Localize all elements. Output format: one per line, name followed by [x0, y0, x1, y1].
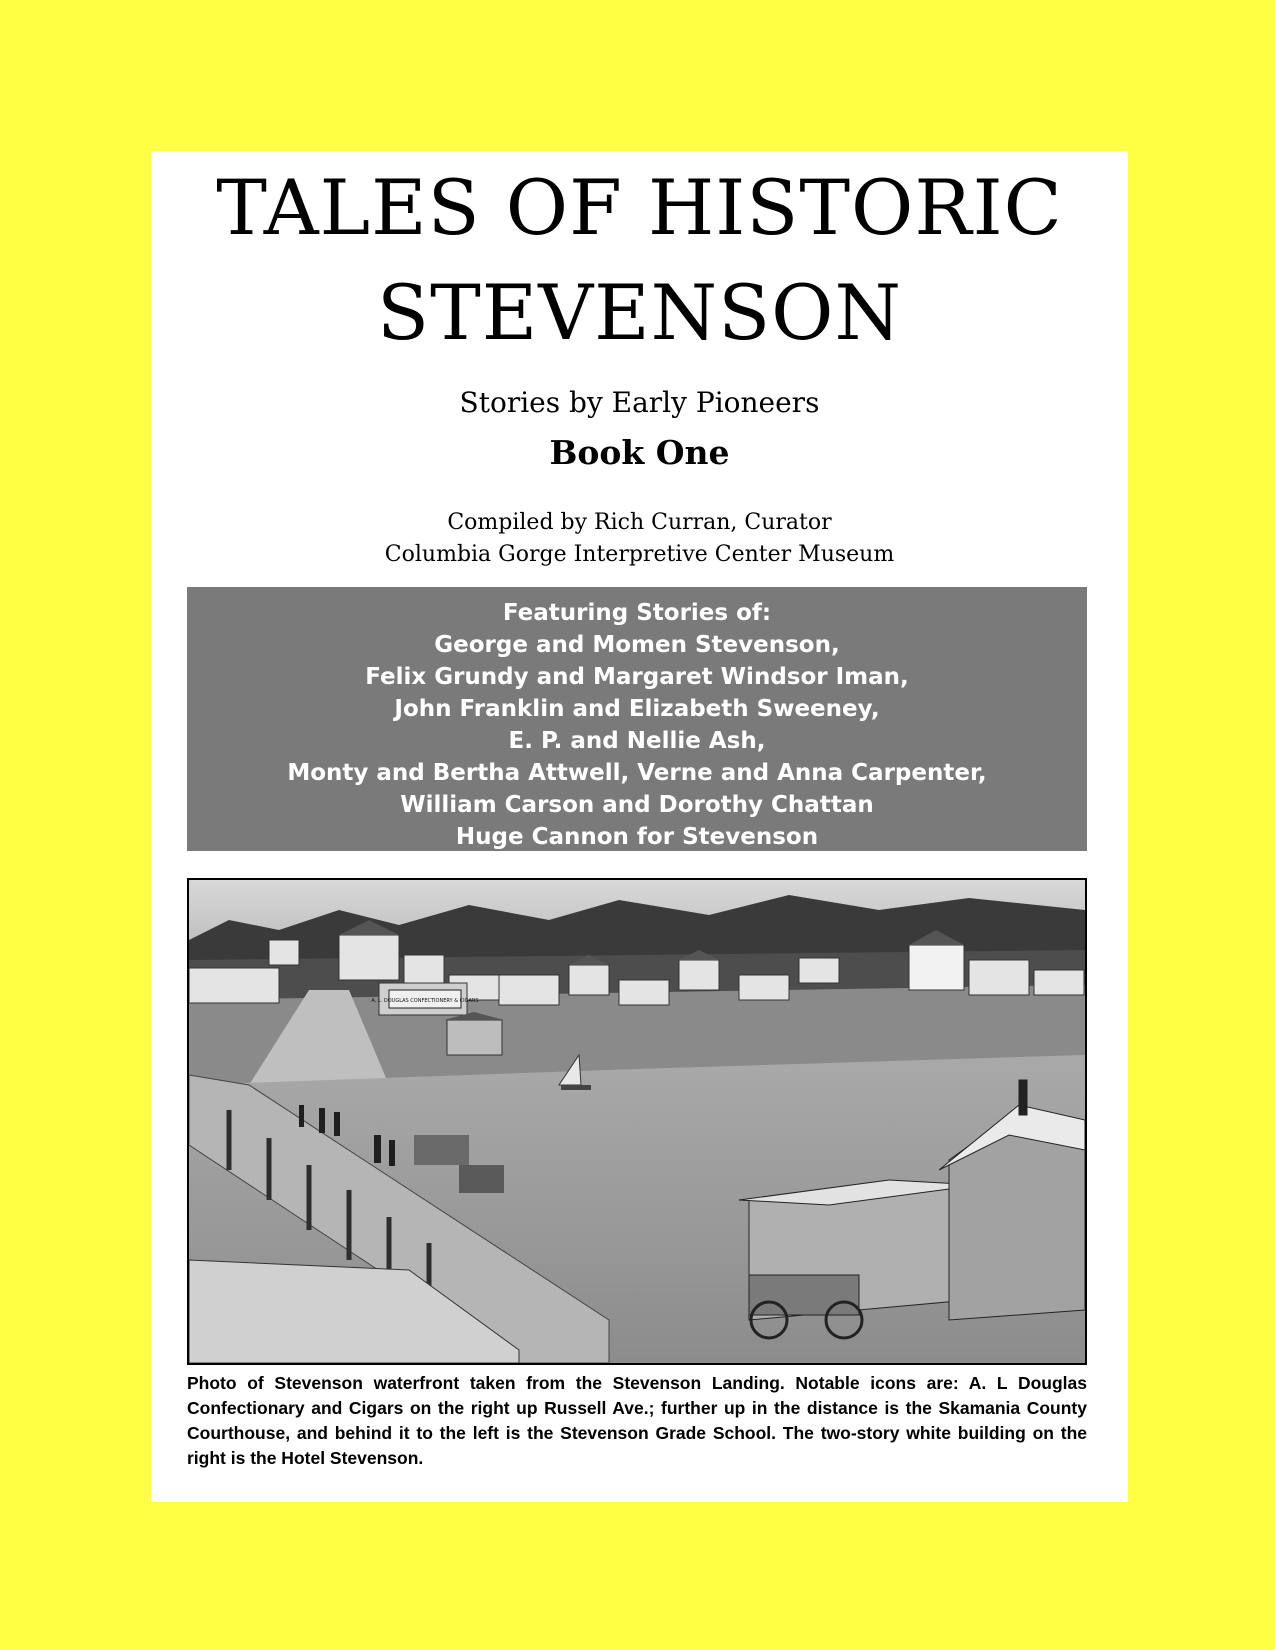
cover-panel	[151, 151, 1128, 1502]
title-line-1: TALES OF HISTORIC	[216, 163, 1063, 252]
store-sign-text: A. L. DOUGLAS CONFECTIONERY & CIGARS	[371, 998, 479, 1004]
book-label: Book One	[549, 433, 730, 472]
featuring-heading: Featuring Stories of:	[502, 600, 772, 626]
featuring-item: John Franklin and Elizabeth Sweeney,	[394, 696, 880, 722]
featuring-item: George and Momen Stevenson,	[434, 632, 840, 658]
photo-caption: Photo of Stevenson waterfront taken from the Stevenson Landing. Notable icons are: A. L Douglas Confectionary and Cigars on the right up Russell Ave.; further up in the distance is the Skamania County Courthouse, and behind it to the left is the Stevenson Grade School. The two-story white building on the right is the Hotel Stevenson.	[187, 1373, 1087, 1468]
featuring-item: E. P. and Nellie Ash,	[508, 728, 766, 754]
compiled-line-2: Columbia Gorge Interpretive Center Museum	[384, 542, 895, 567]
featuring-box	[187, 587, 1087, 851]
featuring-item: Huge Cannon for Stevenson	[455, 824, 819, 850]
featuring-item: William Carson and Dorothy Chattan	[400, 792, 874, 818]
featuring-item: Felix Grundy and Margaret Windsor Iman,	[365, 664, 909, 690]
waterfront-photo	[187, 878, 1087, 1365]
subtitle: Stories by Early Pioneers	[459, 386, 820, 419]
featuring-item: Monty and Bertha Attwell, Verne and Anna Carpenter,	[287, 760, 987, 786]
compiled-line-1: Compiled by Rich Curran, Curator	[447, 510, 832, 535]
title-line-2: STEVENSON	[377, 268, 902, 357]
waterfront-photo-illustration	[189, 880, 1085, 1363]
compiled-by	[151, 507, 1128, 571]
